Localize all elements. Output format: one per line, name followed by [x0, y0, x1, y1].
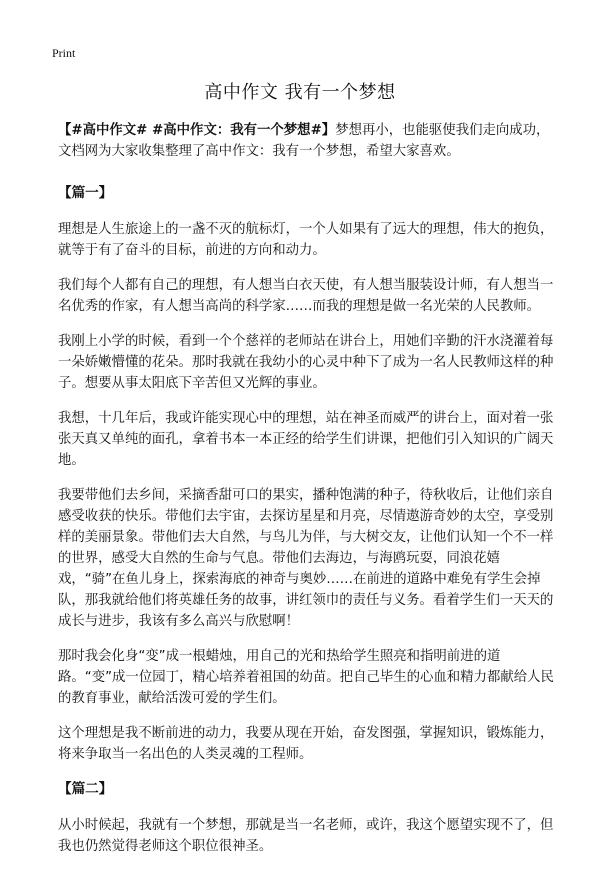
paragraph: 那时我会化身“变”成一根蜡烛，用自己的光和热给学生照亮和指明前进的道路。“变”成一位园丁，精心培养着祖国的幼苗。把自己毕生的心血和精力都献给人民的教育事业，献给活泼可爱的学生们。: [58, 649, 554, 706]
paragraph: 理想是人生旅途上的一盏不灭的航标灯，一个人如果有了远大的理想，伟大的抱负，就等于有了奋斗的目标，前进的方向和动力。: [58, 222, 554, 258]
paragraph: 从小时候起，我就有一个梦想，那就是当一名老师，或许，我这个愿望实现不了，但我也仍然觉得老师这个职位很神圣。: [58, 818, 554, 854]
section-heading-2: 【篇二】: [58, 781, 113, 797]
print-label: Print: [52, 46, 76, 60]
page-title: 高中作文 我有一个梦想: [204, 82, 396, 103]
paragraph: 我想，十几年后，我或许能实现心中的理想，站在神圣而威严的讲台上，面对着一张张天真又单纯的面孔，拿着书本一本正经的给学生们讲课，把他们引入知识的广阔天地。: [58, 411, 554, 468]
intro-text: 梦想再小，也能驱使我们走向成功，文档网为大家收集整理了高中作文：我有一个梦想，希望大家喜欢。: [58, 123, 550, 159]
intro-paragraph: [58, 120, 554, 162]
paragraph: 我要带他们去乡间，采摘香甜可口的果实，播种饱满的种子，待秋收后，让他们亲自感受收获的快乐。带他们去宇宙，去探访星星和月亮，尽情遨游奇妙的太空，享受别样的美丽景象。带他们去大自然，与鸟儿为伴，与大树交友，让他们认知一个不一样的世界，感受大自然的生命与气息。带他们去海边，与海鸥玩耍，同浪花嬉戏，“骑”在鱼儿身上，探索海底的神奇与奥妙……在前进的道路中难免有学生会掉队，那我就给他们将英雄任务的故事，讲红领巾的责任与义务。看着学生们一天天的成长与进步，我该有多么高兴与欣慰啊！: [58, 488, 554, 629]
section-heading-1: 【篇一】: [58, 185, 113, 201]
paragraph: 我们每个人都有自己的理想，有人想当白衣天使，有人想当服装设计师，有人想当一名优秀的作家，有人想当高尚的科学家……而我的理想是做一名光荣的人民教师。: [58, 278, 554, 314]
document-body: [58, 120, 554, 871]
paragraph: 这个理想是我不断前进的动力，我要从现在开始，奋发图强，掌握知识，锻炼能力，将来争取当一名出色的人类灵魂的工程师。: [58, 726, 554, 762]
intro-tag: 【#高中作文# #高中作文：我有一个梦想#】: [58, 123, 336, 138]
paragraph: 我刚上小学的时候，看到一个个慈祥的老师站在讲台上，用她们辛勤的汗水浇灌着每一朵娇嫩懵懂的花朵。那时我就在我幼小的心灵中种下了成为一名人民教师这样的种子。想要从事太阳底下辛苦但又光辉的事业。: [58, 334, 554, 391]
